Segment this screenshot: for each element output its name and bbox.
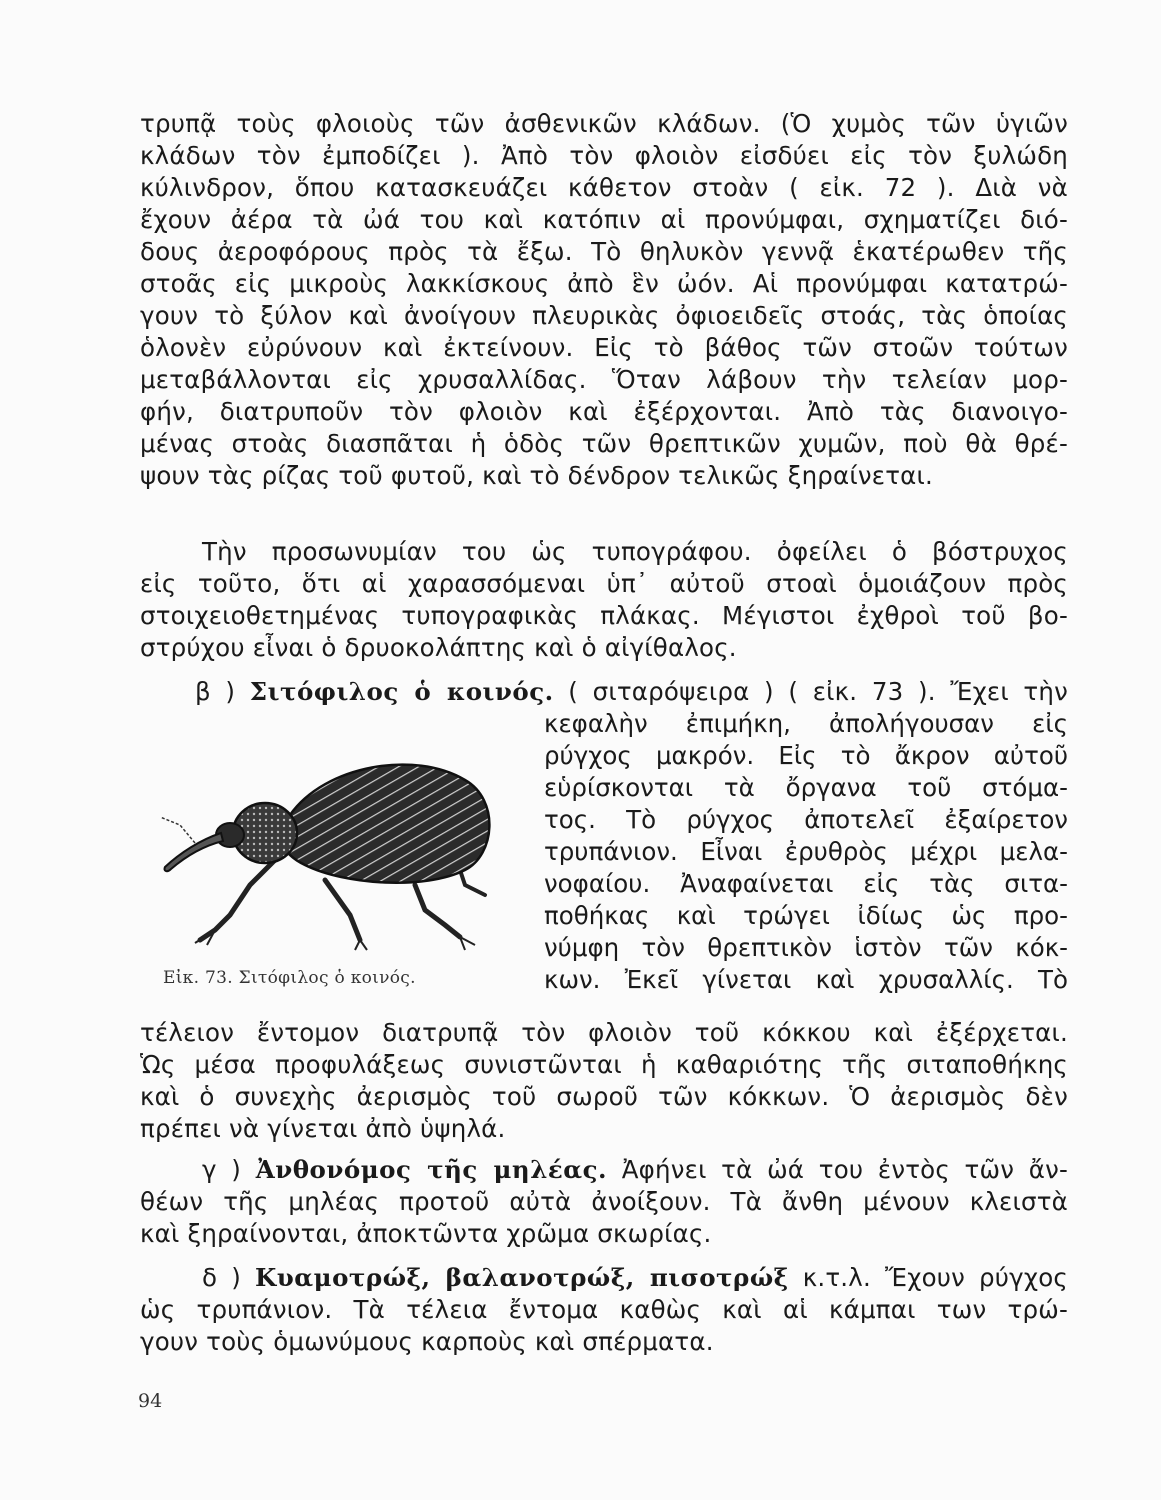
text-line: γουν τὸ ξύλον καὶ ἀνοίγουν πλευρικὰς ὀφιοειδεῖς στοάς, τὰς ὁποίας — [140, 301, 1068, 330]
text-line: στοιχειοθετημένας τυπογραφικὰς πλάκας. Μέγιστοι ἐχθροὶ τοῦ βο- — [140, 601, 1068, 630]
text-line: θέων τῆς μηλέας προτοῦ αὐτὰ ἀνοίξουν. Τὰ ἄνθη μένουν κλειστὰ — [140, 1187, 1068, 1216]
paragraph-sitophilus-continued — [140, 1017, 1068, 1145]
section-marker: β ) — [195, 677, 236, 706]
section-heading-anthonomus: Ἀνθονόμος τῆς μηλέας. — [255, 1155, 608, 1184]
text-fragment: Ἀφήνει τὰ ὠά του ἐντὸς τῶν ἄν- — [621, 1155, 1068, 1184]
text-line: ψουν τὰς ρίζας τοῦ φυτοῦ, καὶ τὸ δένδρον τελικῶς ξηραίνεται. — [140, 461, 933, 490]
page-number: 94 — [138, 1390, 163, 1412]
paragraph-bruchids — [140, 1262, 1068, 1358]
text-line: Τὴν προσωνυμίαν του ὡς τυπογράφου. ὀφείλει ὁ βόστρυχος — [202, 537, 1068, 566]
text-line: ὁλονὲν εὐρύνουν καὶ ἐκτείνουν. Εἰς τὸ βάθος τῶν στοῶν τούτων — [140, 333, 1068, 362]
section-heading-sitophilus: Σιτόφιλος ὁ κοινός. — [249, 677, 554, 706]
text-line: ρύγχος μακρόν. Εἰς τὸ ἄκρον αὐτοῦ — [544, 741, 1068, 770]
text-line: δους ἀεροφόρους πρὸς τὰ ἔξω. Τὸ θηλυκὸν γεννᾷ ἑκατέρωθεν τῆς — [140, 237, 1068, 266]
paragraph-anthonomus — [140, 1154, 1068, 1250]
text-line: τρυπάνιον. Εἶναι ἐρυθρὸς μέχρι μελα- — [544, 837, 1068, 866]
text-line: Ὡς μέσα προφυλάξεως συνιστῶνται ἡ καθαριότης τῆς σιταποθήκης — [140, 1050, 1068, 1079]
weevil-illustration — [155, 745, 515, 955]
text-line: κύλινδρον, ὅπου κατασκευάζει κάθετον στοὰν ( εἰκ. 72 ). Διὰ νὰ — [140, 173, 1068, 202]
text-fragment: ( σιταρόψειρα ) ( εἰκ. 73 ). Ἔχει τὴν — [568, 677, 1068, 706]
paragraph-sitophilus-heading — [140, 676, 1068, 708]
paragraph-sitophilus-column — [544, 708, 1068, 996]
text-line: κλάδων τὸν ἐμποδίζει ). Ἀπὸ τὸν φλοιὸν εἰσδύει εἰς τὸν ξυλώδη — [140, 141, 1068, 170]
text-line: στρύχου εἶναι ὁ δρυοκολάπτης καὶ ὁ αἰγίθαλος. — [140, 633, 737, 662]
text-line: μεταβάλλονται εἰς χρυσαλλίδας. Ὅταν λάβουν τὴν τελείαν μορ- — [140, 365, 1068, 394]
text-line: καὶ ὁ συνεχὴς ἀερισμὸς τοῦ σωροῦ τῶν κόκκων. Ὁ ἀερισμὸς δὲν — [140, 1082, 1068, 1111]
text-fragment: κ.τ.λ. Ἔχουν ρύγχος — [802, 1263, 1068, 1292]
text-line: εἰς τοῦτο, ὅτι αἱ χαρασσόμεναι ὑπ᾽ αὐτοῦ στοαὶ ὁμοιάζουν πρὸς — [140, 569, 1068, 598]
text-line: τος. Τὸ ρύγχος ἀποτελεῖ ἐξαίρετον — [544, 805, 1068, 834]
section-marker: δ ) — [202, 1263, 241, 1292]
paragraph-typographer-name — [140, 536, 1068, 664]
text-line: νοφαίου. Ἀναφαίνεται εἰς τὰς σιτα- — [544, 869, 1068, 898]
text-line: κων. Ἐκεῖ γίνεται καὶ χρυσαλλίς. Τὸ — [544, 965, 1068, 994]
text-line: ἔχουν ἀέρα τὰ ὠά του καὶ κατόπιν αἱ προνύμφαι, σχηματίζει διό- — [140, 205, 1068, 234]
text-line: φήν, διατρυποῦν τὸν φλοιὸν καὶ ἐξέρχονται. Ἀπὸ τὰς διανοιγο- — [140, 397, 1068, 426]
text-line: κεφαλὴν ἐπιμήκη, ἀπολήγουσαν εἰς — [544, 709, 1068, 738]
text-line: καὶ ξηραίνονται, ἀποκτῶντα χρῶμα σκωρίας. — [140, 1219, 712, 1248]
text-line: τέλειον ἔντομον διατρυπᾷ τὸν φλοιὸν τοῦ κόκκου καὶ ἐξέρχεται. — [140, 1018, 1068, 1047]
text-line: πρέπει νὰ γίνεται ἀπὸ ὑψηλά. — [140, 1114, 506, 1143]
text-line: εὑρίσκονται τὰ ὄργανα τοῦ στόμα- — [544, 773, 1068, 802]
text-line — [140, 1154, 1068, 1186]
text-line — [140, 676, 1068, 708]
figure-caption: Εἰκ. 73. Σιτόφιλος ὁ κοινός. — [163, 968, 416, 988]
paragraph-bostrychos-description — [140, 108, 1068, 492]
text-line — [140, 1262, 1068, 1294]
section-marker: γ ) — [202, 1155, 242, 1184]
text-line: στοᾶς εἰς μικροὺς λακκίσκους ἀπὸ ἓν ὠόν. Αἱ προνύμφαι κατατρώ- — [140, 269, 1068, 298]
text-line: ὡς τρυπάνιον. Τὰ τέλεια ἔντομα καθὼς καὶ αἱ κάμπαι των τρώ- — [140, 1295, 1068, 1324]
section-heading-bruchids: Κυαμοτρώξ, βαλανοτρώξ, πισοτρώξ — [255, 1263, 789, 1292]
text-line: ποθήκας καὶ τρώγει ἰδίως ὡς προ- — [544, 901, 1068, 930]
text-line: μένας στοὰς διασπᾶται ἡ ὁδὸς τῶν θρεπτικῶν χυμῶν, ποὺ θὰ θρέ- — [140, 429, 1068, 458]
text-line: νύμφη τὸν θρεπτικὸν ἱστὸν τῶν κόκ- — [544, 933, 1068, 962]
text-line: τρυπᾷ τοὺς φλοιοὺς τῶν ἀσθενικῶν κλάδων. (Ὁ χυμὸς τῶν ὑγιῶν — [140, 109, 1068, 138]
text-line: γουν τοὺς ὁμωνύμους καρποὺς καὶ σπέρματα. — [140, 1327, 714, 1356]
